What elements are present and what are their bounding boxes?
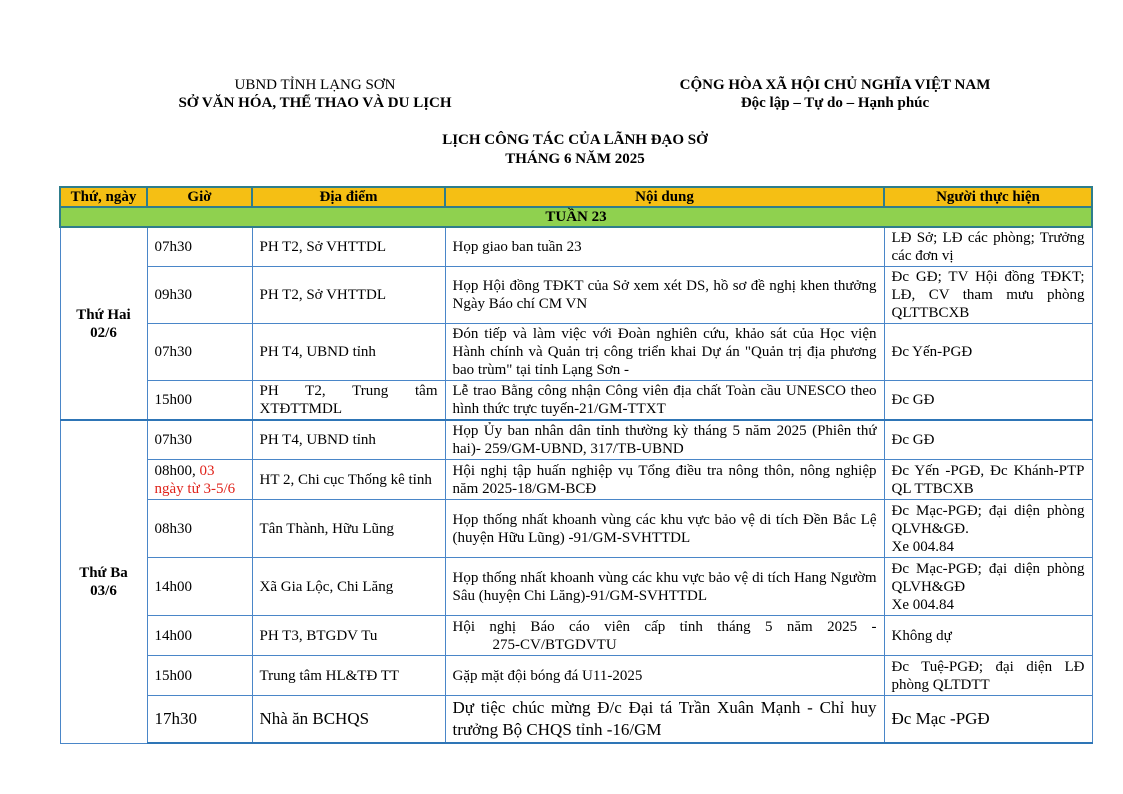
person-cell: Đc Tuệ-PGĐ; đại diện LĐ phòng QLTDTT	[884, 656, 1092, 696]
table-row	[60, 616, 1092, 656]
time-cell: 17h30	[147, 696, 252, 744]
table-row	[60, 500, 1092, 558]
table-header-row	[60, 187, 1092, 207]
table-row	[60, 381, 1092, 421]
day-cell-tuesday	[60, 420, 147, 743]
content-cell: Dự tiệc chúc mừng Đ/c Đại tá Trần Xuân Mạnh - Chỉ huy trưởng Bộ CHQS tỉnh -16/GM	[445, 696, 884, 744]
time-cell: 09h30	[147, 267, 252, 324]
title-line-1: LỊCH CÔNG TÁC CỦA LÃNH ĐẠO SỞ	[442, 132, 708, 148]
place-cell: PH T3, BTGDV Tu	[252, 616, 445, 656]
title-line-2: THÁNG 6 NĂM 2025	[505, 151, 645, 167]
person-cell: Đc GĐ	[884, 420, 1092, 460]
place-cell: Trung tâm HL&TĐ TT	[252, 656, 445, 696]
place-cell: Tân Thành, Hữu Lũng	[252, 500, 445, 558]
place-cell: PH T2, Sở VHTTDL	[252, 267, 445, 324]
day-name: Thứ Hai	[76, 306, 131, 323]
week-label: TUẦN 23	[60, 207, 1092, 227]
table-row	[60, 460, 1092, 500]
content-cell: Họp Hội đồng TĐKT của Sở xem xét DS, hồ sơ đề nghị khen thưởng Ngày Báo chí CM VN	[445, 267, 884, 324]
time-cell: 15h00	[147, 381, 252, 421]
country-name: CỘNG HÒA XÃ HỘI CHỦ NGHĨA VIỆT NAM	[679, 77, 991, 93]
time-cell: 07h30	[147, 227, 252, 267]
national-motto: Độc lập – Tự do – Hạnh phúc	[740, 95, 930, 111]
col-header-content: Nội dung	[445, 187, 884, 207]
content-cell: Họp thống nhất khoanh vùng các khu vực bảo vệ di tích Đền Bắc Lệ (huyện Hữu Lũng) -91/GM-SVHTTDL	[445, 500, 884, 558]
table-row	[60, 267, 1092, 324]
time-cell: 08h30	[147, 500, 252, 558]
person-cell: Đc Yến-PGĐ	[884, 324, 1092, 381]
day-date: 03/6	[90, 582, 117, 599]
document-title	[0, 131, 1123, 169]
table-row	[60, 324, 1092, 381]
place-cell: PH T4, UBND tỉnh	[252, 324, 445, 381]
content-cell	[445, 616, 884, 656]
person-cell: LĐ Sở; LĐ các phòng; Trưởng các đơn vị	[884, 227, 1092, 267]
time-cell: 14h00	[147, 558, 252, 616]
time-cell: 14h00	[147, 616, 252, 656]
place-cell: Nhà ăn BCHQS	[252, 696, 445, 744]
content-cell: Lễ trao Bằng công nhận Công viên địa chất Toàn cầu UNESCO theo hình thức trực tuyến-21/GM-TTXT	[445, 381, 884, 421]
table-row	[60, 656, 1092, 696]
person-cell: Đc GĐ	[884, 381, 1092, 421]
col-header-place: Địa điểm	[252, 187, 445, 207]
week-row	[60, 207, 1092, 227]
department-name: SỞ VĂN HÓA, THỂ THAO VÀ DU LỊCH	[178, 95, 452, 111]
schedule-table	[59, 186, 1093, 744]
table-row	[60, 227, 1092, 267]
time-cell: 15h00	[147, 656, 252, 696]
day-name: Thứ Ba	[79, 564, 128, 581]
table-row	[60, 558, 1092, 616]
day-date: 02/6	[90, 324, 117, 341]
person-text: Đc Mạc-PGĐ; đại diện phòng QLVH&GĐ.	[891, 502, 1085, 537]
content-ref: 275-CV/BTGDVTU	[492, 636, 617, 653]
national-header	[640, 76, 1030, 112]
person-cell: Đc Yến -PGĐ, Đc Khánh-PTP QL TTBCXB	[884, 460, 1092, 500]
province-committee: UBND TỈNH LẠNG SƠN	[234, 77, 396, 93]
person-cell: Không dự	[884, 616, 1092, 656]
person-cell: Đc Mạc -PGĐ	[884, 696, 1092, 744]
table-row	[60, 420, 1092, 460]
col-header-person: Người thực hiện	[884, 187, 1092, 207]
time-cell	[147, 460, 252, 500]
content-cell: Họp Ủy ban nhân dân tỉnh thường kỳ tháng 5 năm 2025 (Phiên thứ hai)- 259/GM-UBND, 317/TB-UBND	[445, 420, 884, 460]
person-cell	[884, 558, 1092, 616]
table-row	[60, 696, 1092, 744]
start-time: 08h00,	[154, 462, 196, 479]
day-cell-monday	[60, 227, 147, 420]
agency-header	[150, 76, 480, 112]
person-cell	[884, 500, 1092, 558]
content-cell: Họp thống nhất khoanh vùng các khu vực bảo vệ di tích Hang Ngườm Sâu (huyện Chi Lăng)-91/GM-SVHTTDL	[445, 558, 884, 616]
person-text: Đc Mạc-PGĐ; đại diện phòng QLVH&GĐ	[891, 560, 1085, 595]
person-cell: Đc GĐ; TV Hội đồng TĐKT; LĐ, CV tham mưu phòng QLTTBCXB	[884, 267, 1092, 324]
place-cell: Xã Gia Lộc, Chi Lăng	[252, 558, 445, 616]
time-cell: 07h30	[147, 420, 252, 460]
content-cell: Hội nghị tập huấn nghiệp vụ Tổng điều tra nông thôn, nông nghiệp năm 2025-18/GM-BCĐ	[445, 460, 884, 500]
content-cell: Gặp mặt đội bóng đá U11-2025	[445, 656, 884, 696]
vehicle-text: Xe 004.84	[891, 596, 954, 613]
place-cell: PH T2, Trung tâm XTĐTTMDL	[252, 381, 445, 421]
time-cell: 07h30	[147, 324, 252, 381]
col-header-day: Thứ, ngày	[60, 187, 147, 207]
vehicle-text: Xe 004.84	[891, 538, 954, 555]
content-cell: Đón tiếp và làm việc với Đoàn nghiên cứu, khảo sát của Học viện Hành chính và Quản trị công triển khai Dự án "Quản trị địa phương bao trùm" tại tỉnh Lạng Sơn -	[445, 324, 884, 381]
place-cell: HT 2, Chi cục Thống kê tỉnh	[252, 460, 445, 500]
content-cell: Họp giao ban tuần 23	[445, 227, 884, 267]
place-cell: PH T2, Sở VHTTDL	[252, 227, 445, 267]
content-text: Hội nghị Báo cáo viên cấp tỉnh tháng 5 năm 2025 -	[452, 618, 877, 635]
duration-note: 03 ngày từ 3-5/6	[154, 462, 236, 497]
place-cell: PH T4, UBND tỉnh	[252, 420, 445, 460]
col-header-time: Giờ	[147, 187, 252, 207]
